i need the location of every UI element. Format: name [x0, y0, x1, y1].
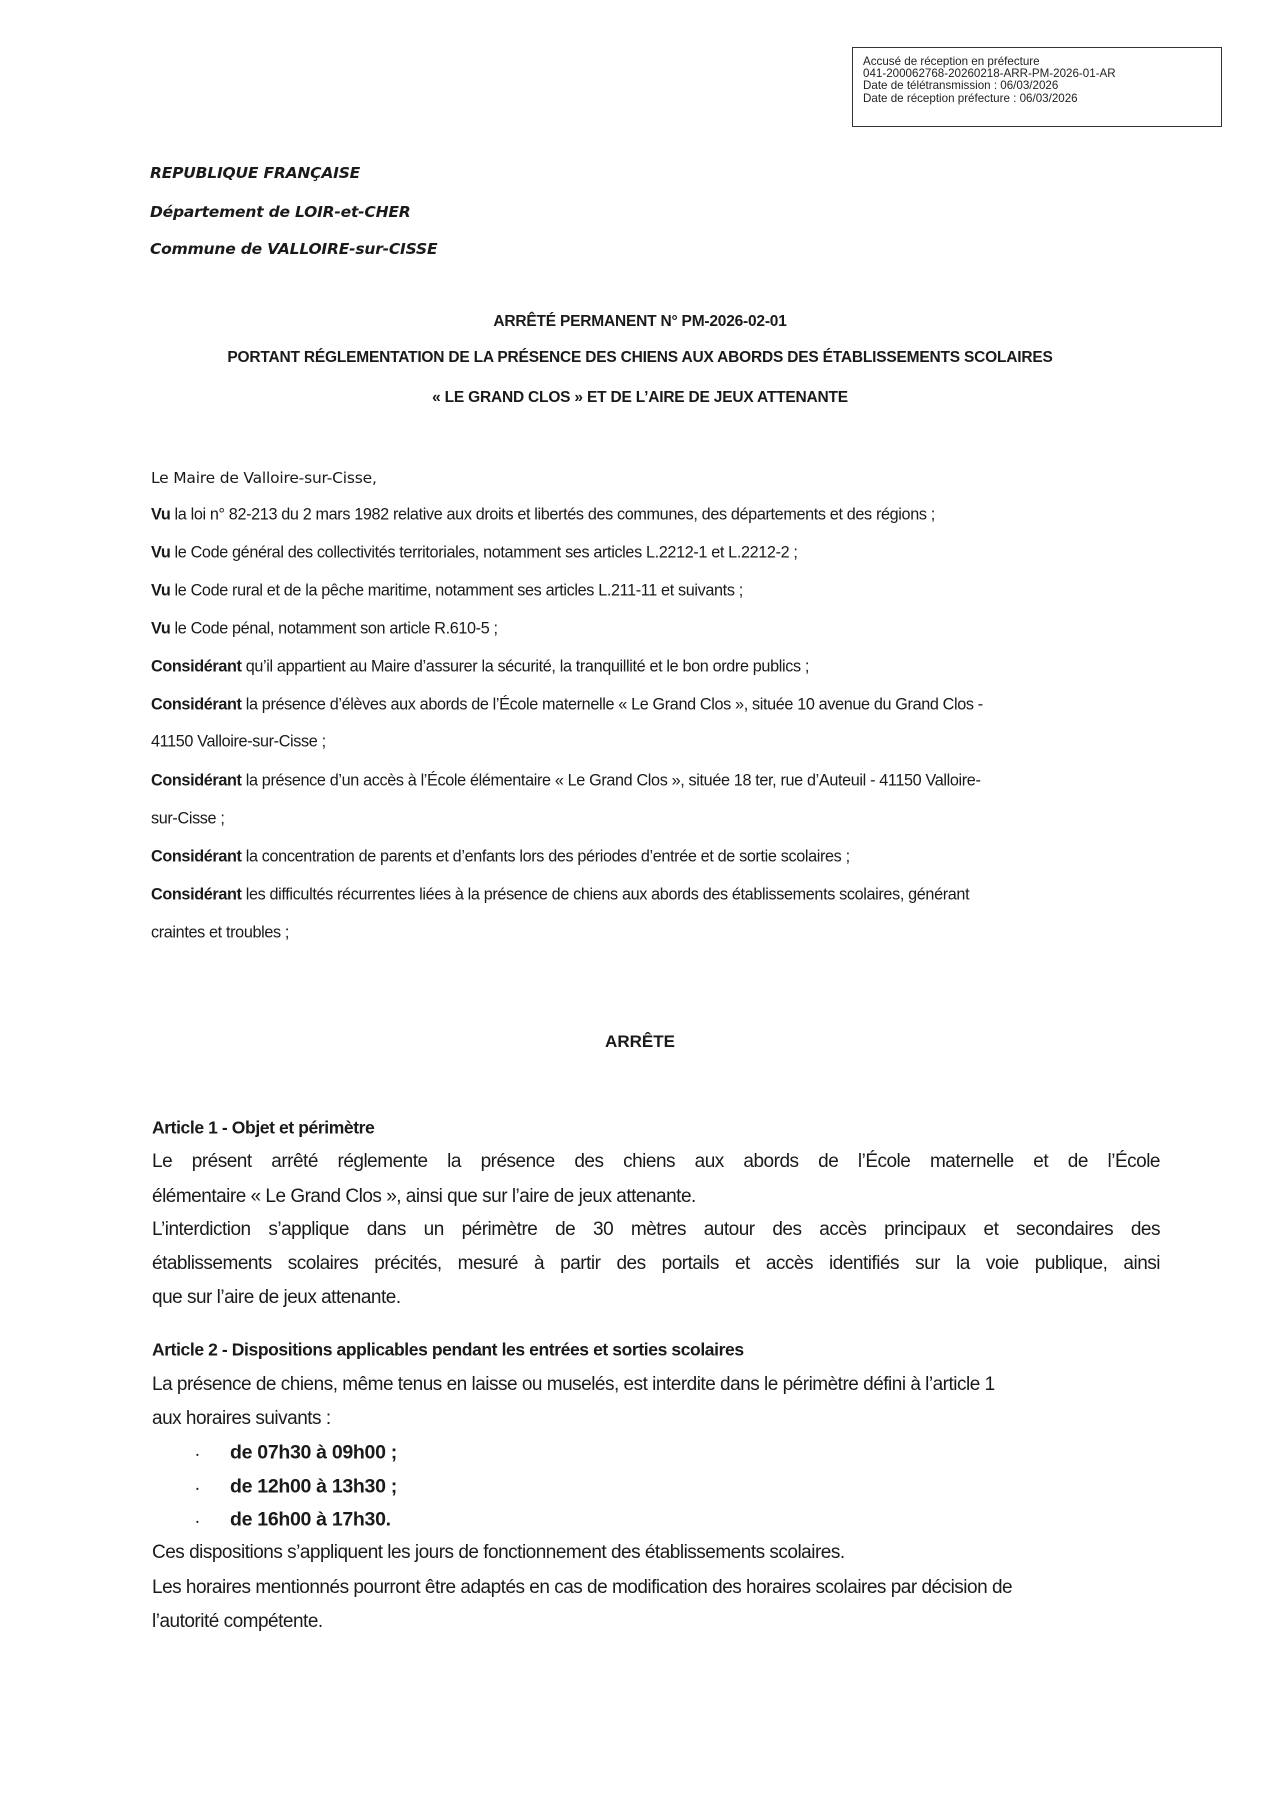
preamble-line — [151, 544, 798, 563]
article1-line: élémentaire « Le Grand Clos », ainsi que sur l’aire de jeux attenante. — [152, 1186, 696, 1207]
preamble-lead: Vu — [151, 505, 171, 524]
preamble-text: la loi n° 82-213 du 2 mars 1982 relative aux droits et libertés des communes, des départements et des régions ; — [170, 505, 935, 524]
preamble-text: le Code pénal, notamment son article R.610-5 ; — [170, 619, 498, 638]
article1-line: Le présent arrêté réglemente la présence des chiens aux abords de l’École maternelle et de l’École — [152, 1151, 1160, 1172]
preamble-text: le Code rural et de la pêche maritime, notamment ses articles L.211-11 et suivants ; — [170, 581, 743, 600]
header-republique: REPUBLIQUE FRANÇAISE — [150, 164, 361, 182]
preamble-line — [151, 924, 289, 943]
preamble-line — [151, 810, 225, 829]
preamble-text: la concentration de parents et d’enfants lors des périodes d’entrée et de sortie scolaires ; — [241, 847, 850, 866]
header-departement: Département de LOIR-et-CHER — [150, 203, 411, 221]
preamble-lead: Considérant — [151, 771, 242, 790]
article2-outro-line: l’autorité compétente. — [152, 1611, 323, 1632]
article2-intro-line: aux horaires suivants : — [152, 1408, 331, 1429]
preamble-lead: Vu — [151, 581, 171, 600]
preamble-maire: Le Maire de Valloire-sur-Cisse, — [151, 469, 377, 487]
stamp-line: 041-200062768-20260218-ARR-PM-2026-01-AR — [863, 67, 1116, 81]
article1-line: que sur l’aire de jeux attenante. — [152, 1287, 401, 1308]
article1-line: établissements scolaires précités, mesuré à partir des portails et accès identifiés sur la voie publique, ainsi — [152, 1253, 1160, 1274]
stamp-line: Date de télétransmission : 06/03/2026 — [863, 79, 1059, 93]
preamble-line — [151, 886, 969, 905]
preamble-lead: Considérant — [151, 695, 242, 714]
document-subtitle-line2: « LE GRAND CLOS » ET DE L’AIRE DE JEUX ATTENANTE — [432, 389, 848, 406]
prefecture-receipt-stamp — [852, 47, 1222, 127]
article2-intro-line: La présence de chiens, même tenus en laisse ou muselés, est interdite dans le périmètre défini à l’article 1 — [152, 1374, 995, 1395]
preamble-lead: Considérant — [151, 885, 242, 904]
article2-outro-line: Ces dispositions s’appliquent les jours de fonctionnement des établissements scolaires. — [152, 1542, 845, 1563]
preamble-text: 41150 Valloire-sur-Cisse ; — [151, 732, 326, 751]
article2-outro-line: Les horaires mentionnés pourront être adaptés en cas de modification des horaires scolaires par décision de — [152, 1577, 1013, 1598]
preamble-line — [151, 620, 498, 639]
bullet-icon: • — [196, 1450, 199, 1460]
article1-line: L’interdiction s’applique dans un périmètre de 30 mètres autour des accès principaux et secondaires des — [152, 1219, 1160, 1240]
header-commune: Commune de VALLOIRE-sur-CISSE — [150, 240, 438, 258]
stamp-line: Date de réception préfecture : 06/03/2026 — [863, 91, 1078, 105]
preamble-text: le Code général des collectivités territoriales, notamment ses articles L.2212-1 et L.2212-2 ; — [170, 543, 798, 562]
article2-title: Article 2 - Dispositions applicables pendant les entrées et sorties scolaires — [152, 1339, 744, 1360]
preamble-text: la présence d’un accès à l’École élémentaire « Le Grand Clos », située 18 ter, rue d’Auteuil - 41150 Valloire- — [241, 771, 981, 790]
stamp-line: Accusé de réception en préfecture — [863, 55, 1040, 68]
arrete-heading: ARRÊTE — [605, 1032, 675, 1051]
preamble-line — [151, 848, 850, 867]
preamble-line — [151, 582, 743, 601]
schedule-item: de 12h00 à 13h30 ; — [230, 1475, 397, 1498]
preamble-text: qu’il appartient au Maire d’assurer la sécurité, la tranquillité et le bon ordre publics ; — [241, 657, 809, 676]
preamble-text: la présence d’élèves aux abords de l’École maternelle « Le Grand Clos », située 10 avenue du Grand Clos - — [241, 695, 983, 714]
preamble-line — [151, 658, 809, 677]
schedule-item: de 07h30 à 09h00 ; — [230, 1441, 397, 1464]
preamble-line — [151, 506, 935, 525]
preamble-lead: Vu — [151, 619, 171, 638]
document-title: ARRÊTÉ PERMANENT N° PM-2026-02-01 — [493, 313, 787, 330]
bullet-icon: • — [196, 1484, 199, 1494]
preamble-text: craintes et troubles ; — [151, 923, 290, 942]
document-subtitle-line1: PORTANT RÉGLEMENTATION DE LA PRÉSENCE DES CHIENS AUX ABORDS DES ÉTABLISSEMENTS SCOLAIRES — [227, 349, 1053, 366]
schedule-item: de 16h00 à 17h30. — [230, 1508, 391, 1531]
preamble-text: sur-Cisse ; — [151, 809, 225, 828]
preamble-lead: Considérant — [151, 657, 242, 676]
article1-title: Article 1 - Objet et périmètre — [152, 1117, 375, 1138]
preamble-line — [151, 772, 981, 791]
preamble-line — [151, 733, 326, 752]
preamble-lead: Vu — [151, 543, 171, 562]
preamble-text: les difficultés récurrentes liées à la présence de chiens aux abords des établissements scolaires, générant — [241, 885, 970, 904]
preamble-line — [151, 696, 983, 715]
preamble-lead: Considérant — [151, 847, 242, 866]
bullet-icon: • — [196, 1517, 199, 1527]
